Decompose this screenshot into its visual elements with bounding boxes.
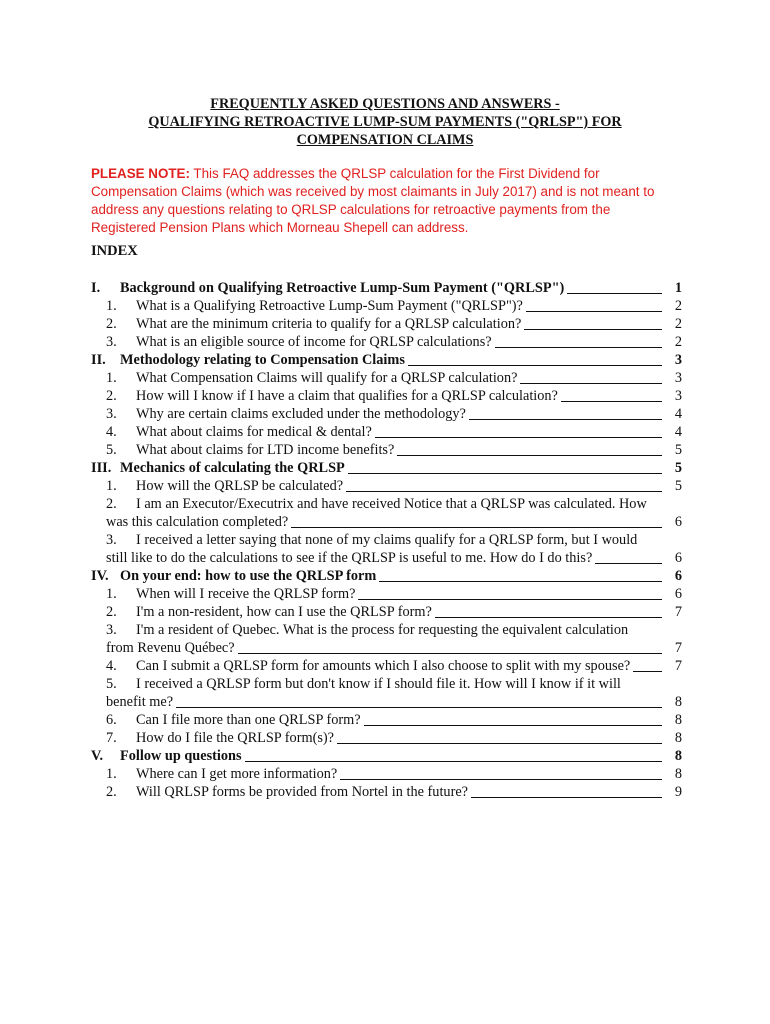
toc-entry-text[interactable]: Background on Qualifying Retroactive Lump-Sum Payment ("QRLSP"): [120, 280, 565, 296]
toc-page-number: 6: [674, 514, 682, 530]
toc-page-number: 5: [674, 442, 682, 458]
toc-leader-line: [348, 473, 662, 474]
toc-section-row: [0, 567, 770, 585]
toc-entry-text[interactable]: Mechanics of calculating the QRLSP: [120, 460, 345, 476]
toc-leader-line: [176, 707, 662, 708]
toc-number: 3.: [106, 622, 117, 638]
toc-number: 3.: [106, 406, 117, 422]
toc-page-number: 6: [674, 586, 682, 602]
toc-number: 2.: [106, 604, 117, 620]
toc-entry-text[interactable]: What are the minimum criteria to qualify for a QRLSP calculation?: [136, 316, 522, 332]
toc-number: 2.: [106, 784, 117, 800]
toc-page-number: 8: [674, 712, 682, 728]
toc-leader-line: [526, 311, 662, 312]
toc-entry-row: [0, 495, 770, 513]
doc-title-line-2: QUALIFYING RETROACTIVE LUMP-SUM PAYMENTS ("QRLSP") FOR: [148, 114, 622, 130]
toc-entry-text[interactable]: Methodology relating to Compensation Claims: [120, 352, 405, 368]
toc-leader-line: [245, 761, 662, 762]
toc-leader-line: [633, 671, 662, 672]
toc-entry-row: [0, 621, 770, 639]
note-label: PLEASE NOTE:: [91, 166, 190, 181]
toc-entry-text[interactable]: I'm a non-resident, how can I use the QRLSP form?: [136, 604, 432, 620]
toc-number: III.: [91, 460, 112, 476]
toc-entry-row: [0, 531, 770, 549]
toc-number: 5.: [106, 442, 117, 458]
note-line-3: address any questions relating to QRLSP calculations for retroactive payments from the: [91, 202, 611, 217]
toc-entry-text-continued[interactable]: was this calculation completed?: [106, 514, 289, 530]
toc-page-number: 7: [674, 658, 682, 674]
toc-page-number: 6: [674, 568, 682, 584]
toc-entry-continuation-row: [0, 549, 770, 567]
toc-entry-text[interactable]: How will I know if I have a claim that qualifies for a QRLSP calculation?: [136, 388, 558, 404]
toc-section-row: [0, 279, 770, 297]
toc-number: 4.: [106, 658, 117, 674]
toc-number: II.: [91, 352, 106, 368]
toc-entry-row: [0, 423, 770, 441]
toc-entry-text[interactable]: What is an eligible source of income for QRLSP calculations?: [136, 334, 492, 350]
doc-title-line-1: FREQUENTLY ASKED QUESTIONS AND ANSWERS -: [210, 96, 560, 112]
toc-entry-row: [0, 585, 770, 603]
toc-entry-text[interactable]: How will the QRLSP be calculated?: [136, 478, 344, 494]
toc-leader-line: [346, 491, 662, 492]
toc-entry-row: [0, 657, 770, 675]
toc-leader-line: [337, 743, 662, 744]
toc-page-number: 3: [674, 370, 682, 386]
toc-number: 4.: [106, 424, 117, 440]
toc-section-row: [0, 351, 770, 369]
toc-page-number: 6: [674, 550, 682, 566]
toc-leader-line: [520, 383, 662, 384]
toc-section-row: [0, 459, 770, 477]
toc-leader-line: [595, 563, 662, 564]
toc-number: IV.: [91, 568, 109, 584]
toc-page-number: 8: [674, 730, 682, 746]
toc-entry-text-continued[interactable]: from Revenu Québec?: [106, 640, 235, 656]
toc-number: 1.: [106, 478, 117, 494]
toc-section-row: [0, 747, 770, 765]
toc-page-number: 4: [674, 406, 682, 422]
toc-number: 5.: [106, 676, 117, 692]
index-heading: INDEX: [91, 243, 138, 259]
toc-entry-text[interactable]: What is a Qualifying Retroactive Lump-Sum Payment ("QRLSP")?: [136, 298, 523, 314]
toc-leader-line: [435, 617, 662, 618]
toc-page-number: 8: [674, 694, 682, 710]
note-line-1: [91, 165, 691, 183]
toc-number: 1.: [106, 586, 117, 602]
toc-number: 3.: [106, 334, 117, 350]
doc-title-line-3: COMPENSATION CLAIMS: [296, 132, 474, 148]
toc-page-number: 4: [674, 424, 682, 440]
note-text-1: This FAQ addresses the QRLSP calculation for the First Dividend for: [189, 166, 600, 181]
toc-entry-text[interactable]: Will QRLSP forms be provided from Nortel in the future?: [136, 784, 469, 800]
toc-entry-row: [0, 405, 770, 423]
toc-page-number: 9: [674, 784, 682, 800]
toc-leader-line: [238, 653, 662, 654]
toc-entry-row: [0, 297, 770, 315]
toc-number: 1.: [106, 370, 117, 386]
toc-entry-row: [0, 675, 770, 693]
toc-leader-line: [375, 437, 662, 438]
toc-leader-line: [358, 599, 662, 600]
toc-number: 3.: [106, 532, 117, 548]
toc-entry-text[interactable]: I'm a resident of Quebec. What is the process for requesting the equivalent calculation: [136, 622, 629, 638]
toc-entry-row: [0, 387, 770, 405]
toc-number: 7.: [106, 730, 117, 746]
toc-page-number: 1: [674, 280, 682, 296]
toc-entry-text[interactable]: I received a letter saying that none of my claims qualify for a QRLSP form, but I would: [136, 532, 638, 548]
toc-entry-continuation-row: [0, 693, 770, 711]
toc-leader-line: [364, 725, 662, 726]
toc-entry-row: [0, 369, 770, 387]
toc-page-number: 2: [674, 298, 682, 314]
toc-page-number: 3: [674, 388, 682, 404]
toc-page-number: 5: [674, 478, 682, 494]
toc-number: 2.: [106, 316, 117, 332]
toc-page-number: 7: [674, 604, 682, 620]
toc-leader-line: [379, 581, 662, 582]
toc-entry-text-continued[interactable]: still like to do the calculations to see if the QRLSP is useful to me. How do I do this?: [106, 550, 593, 566]
toc-entry-text[interactable]: I received a QRLSP form but don't know if I should file it. How will I know if it will: [136, 676, 621, 692]
toc-entry-continuation-row: [0, 639, 770, 657]
toc-entry-row: [0, 315, 770, 333]
toc-page-number: 7: [674, 640, 682, 656]
toc-page-number: 8: [674, 748, 682, 764]
note-line-4: Registered Pension Plans which Morneau Shepell can address.: [91, 220, 469, 235]
toc-entry-text-continued[interactable]: benefit me?: [106, 694, 174, 710]
note-line-2: Compensation Claims (which was received by most claimants in July 2017) and is not meant to: [91, 184, 655, 199]
toc-entry-row: [0, 333, 770, 351]
toc-number: 6.: [106, 712, 117, 728]
toc-entry-text[interactable]: How do I file the QRLSP form(s)?: [136, 730, 335, 746]
toc-entry-row: [0, 711, 770, 729]
toc-leader-line: [469, 419, 662, 420]
toc-leader-line: [495, 347, 662, 348]
toc-entry-row: [0, 765, 770, 783]
toc-entry-text[interactable]: When will I receive the QRLSP form?: [136, 586, 356, 602]
toc-leader-line: [567, 293, 662, 294]
toc-leader-line: [397, 455, 662, 456]
toc-entry-text[interactable]: Can I file more than one QRLSP form?: [136, 712, 361, 728]
toc-page-number: 8: [674, 766, 682, 782]
toc-entry-text[interactable]: Why are certain claims excluded under the methodology?: [136, 406, 466, 422]
toc-entry-text[interactable]: What Compensation Claims will qualify for a QRLSP calculation?: [136, 370, 518, 386]
toc-entry-row: [0, 441, 770, 459]
toc-page-number: 2: [674, 334, 682, 350]
toc-entry-text[interactable]: Can I submit a QRLSP form for amounts which I also choose to split with my spouse?: [136, 658, 631, 674]
toc-entry-row: [0, 783, 770, 801]
toc-entry-text[interactable]: On your end: how to use the QRLSP form: [120, 568, 377, 584]
toc-number: 1.: [106, 298, 117, 314]
toc-leader-line: [524, 329, 662, 330]
toc-entry-text[interactable]: What about claims for LTD income benefits?: [136, 442, 395, 458]
toc-number: 2.: [106, 496, 117, 512]
toc-page-number: 3: [674, 352, 682, 368]
toc-entry-row: [0, 729, 770, 747]
toc-number: I.: [91, 280, 101, 296]
toc-leader-line: [561, 401, 662, 402]
toc-number: V.: [91, 748, 104, 764]
toc-entry-text[interactable]: Where can I get more information?: [136, 766, 338, 782]
toc-page-number: 5: [674, 460, 682, 476]
toc-page-number: 2: [674, 316, 682, 332]
toc-number: 2.: [106, 388, 117, 404]
toc-leader-line: [471, 797, 662, 798]
toc-entry-text[interactable]: I am an Executor/Executrix and have received Notice that a QRLSP was calculated. How: [136, 496, 647, 512]
toc-leader-line: [291, 527, 662, 528]
toc-number: 1.: [106, 766, 117, 782]
toc-entry-text[interactable]: What about claims for medical & dental?: [136, 424, 372, 440]
toc-entry-text[interactable]: Follow up questions: [120, 748, 242, 764]
toc-entry-row: [0, 477, 770, 495]
toc-leader-line: [340, 779, 662, 780]
toc-entry-continuation-row: [0, 513, 770, 531]
toc-entry-row: [0, 603, 770, 621]
toc-leader-line: [408, 365, 662, 366]
